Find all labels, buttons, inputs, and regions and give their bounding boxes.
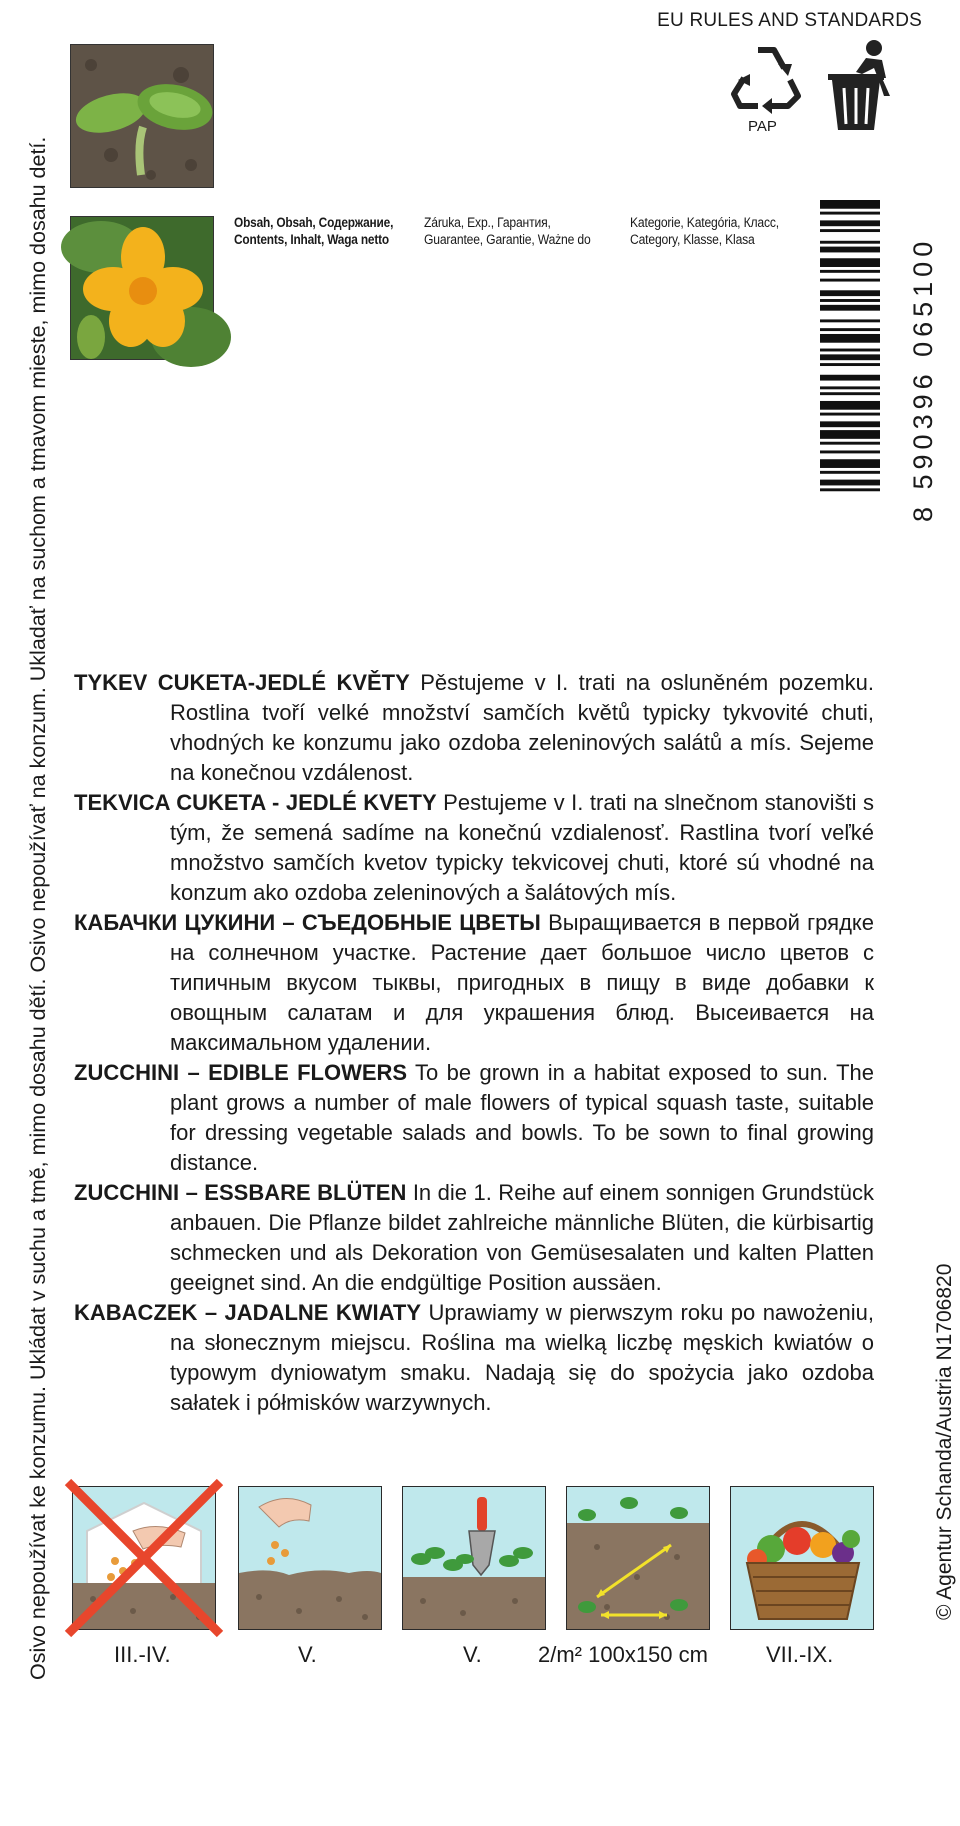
barcode-bar — [820, 229, 880, 232]
barcode-bar — [820, 392, 880, 395]
description-sk — [74, 788, 874, 908]
step-label: VII.-IX. — [766, 1642, 834, 1667]
description-text: Pěstujeme v I. trati na osluněném pozemku. Rostlina tvoří velké množství samčích květů typicky tykvovité chuti, vhodných ke konzumu jako ozdoba zeleninových salátů a mís. Sejeme na konečnou vzdálenost. — [170, 670, 875, 785]
barcode-bar — [820, 421, 880, 427]
barcode-bar — [820, 413, 880, 416]
description-title: ZUCCHINI – ESSBARE BLÜTEN — [74, 1180, 407, 1205]
description-title: TEKVICA CUKETA - JEDLÉ KVETY — [74, 790, 437, 815]
barcode-bar — [820, 279, 880, 282]
barcode-bar — [820, 247, 880, 253]
seedling-photo — [70, 44, 214, 188]
barcode-number: 8 590396 065100 — [908, 236, 938, 522]
description-block — [74, 668, 874, 1418]
description-pl — [74, 1298, 874, 1418]
description-text: Pestujeme v I. trati na slnečnom stanovišti s tým, že semená sadíme na konečnú vzdialenosť. Rastlina tvorí veľké množstvo samčích kvetov typicky tekvicovej chuti, ktoré sú vhodné na konzum ako ozdoba zeleninových a šalátových mís. — [170, 790, 874, 905]
barcode-bar — [820, 354, 880, 360]
barcode-bar — [820, 442, 880, 445]
barcode-bar — [820, 459, 880, 468]
category-line-1: Kategorie, Kategória, Класс, — [630, 215, 779, 230]
description-title: ZUCCHINI – EDIBLE FLOWERS — [74, 1060, 408, 1085]
barcode-bar — [820, 299, 880, 302]
barcode-bar — [820, 480, 880, 486]
step-label: V. — [463, 1642, 482, 1667]
description-text: In die 1. Reihe auf einem sonnigen Grundstück anbauen. Die Pflanze bildet zahlreiche männliche Blüten, die kürbisartig schmecken und als Dekoration von Gemüsesalaten und kalten Platten geeignet sind. An die endgültige Position aussäen. — [170, 1180, 874, 1295]
barcode-bar — [820, 471, 880, 474]
guarantee-line-2: Guarantee, Garantie, Ważne do — [424, 232, 591, 247]
recycle-icon — [728, 40, 804, 114]
trash-bin-icon — [826, 38, 900, 134]
description-en — [74, 1058, 874, 1178]
barcode-bar — [820, 305, 880, 311]
barcode-bar — [820, 450, 880, 453]
info-category-label — [630, 214, 779, 248]
planting-trowel-icon — [402, 1486, 546, 1630]
content-line-2: Contents, Inhalt, Waga netto — [234, 232, 390, 247]
description-text: To be grown in a habitat exposed to sun. The plant grows a number of male flowers of typical squash taste, suitable for dressing vegetable salads and bowls. To be sown to final growing distance. — [170, 1060, 874, 1175]
barcode-bar — [820, 401, 880, 410]
barcode-bar — [820, 375, 880, 381]
barcode-bar — [820, 328, 880, 331]
step-label: V. — [298, 1642, 317, 1667]
description-title: КАБАЧКИ ЦУКИНИ – СЪЕДОБНЫЕ ЦВЕТЫ — [74, 910, 541, 935]
harvest-basket-icon — [730, 1486, 874, 1630]
step-label: 2/m² 100x150 cm — [538, 1642, 708, 1667]
barcode-bar — [820, 220, 880, 226]
barcode-bar — [820, 200, 880, 209]
category-line-2: Category, Klasse, Klasa — [630, 232, 755, 247]
zucchini-flower-photo — [70, 216, 214, 360]
guarantee-line-1: Záruka, Exp., Гарантия, — [424, 215, 551, 230]
storage-warning-text: Osivo nepoužívat ke konzumu. Ukládat v suchu a tmě, mimo dosahu dětí. Osivo nepoužívať na konzum. Ukladať na suchom a tmavom mieste, mimo dosahu detí. — [26, 136, 50, 1680]
recycle-label: PAP — [748, 118, 777, 135]
description-title: KABACZEK – JADALNE KWIATY — [74, 1300, 422, 1325]
barcode-bar — [820, 386, 880, 389]
description-cz — [74, 668, 874, 788]
barcode-bar — [820, 258, 880, 267]
spacing-icon — [566, 1486, 710, 1630]
description-text: Выращивается в первой грядке на солнечном участке. Растение дает большое число цветов с типичным вкусом тыквы, пригодных в пищу в виде добавки к овощным салатам и для украшения блюд. Высеивается на максимальном удалении. — [170, 910, 875, 1055]
barcode-bar — [820, 290, 880, 296]
barcode-bar — [820, 319, 880, 322]
barcode-bar — [820, 270, 880, 273]
step-label: III.-IV. — [114, 1642, 171, 1667]
description-text: Uprawiamy w pierwszym roku po nawożeniu, na słonecznym miejscu. Roślina ma wielką liczbę męskich kwiatów o typowym dyniowatym smaku. Nadają się do spożycia jako ozdoba sałatek i półmisków warzywnych. — [170, 1300, 874, 1415]
direct-sowing-icon — [238, 1486, 382, 1630]
copyright-agency-text: © Agentur Schanda/Austria N1706820 — [933, 1263, 956, 1620]
barcode-bar — [820, 363, 880, 366]
description-title: TYKEV CUKETA-JEDLÉ KVĚTY — [74, 670, 410, 695]
barcode-bar — [820, 430, 880, 439]
description-de — [74, 1178, 874, 1298]
barcode-bar — [820, 241, 880, 244]
info-guarantee-label — [424, 214, 591, 248]
barcode-bar — [820, 334, 880, 343]
eu-rules-heading: EU RULES AND STANDARDS — [657, 10, 922, 31]
barcode-bar — [820, 212, 880, 215]
info-content-label — [234, 214, 393, 248]
description-ru — [74, 908, 874, 1058]
barcode-bar — [820, 488, 880, 491]
content-line-1: Obsah, Obsah, Содержание, — [234, 215, 394, 230]
barcode-bar — [820, 349, 880, 352]
barcode — [820, 200, 880, 500]
not-applicable-cross-icon — [62, 1476, 226, 1640]
